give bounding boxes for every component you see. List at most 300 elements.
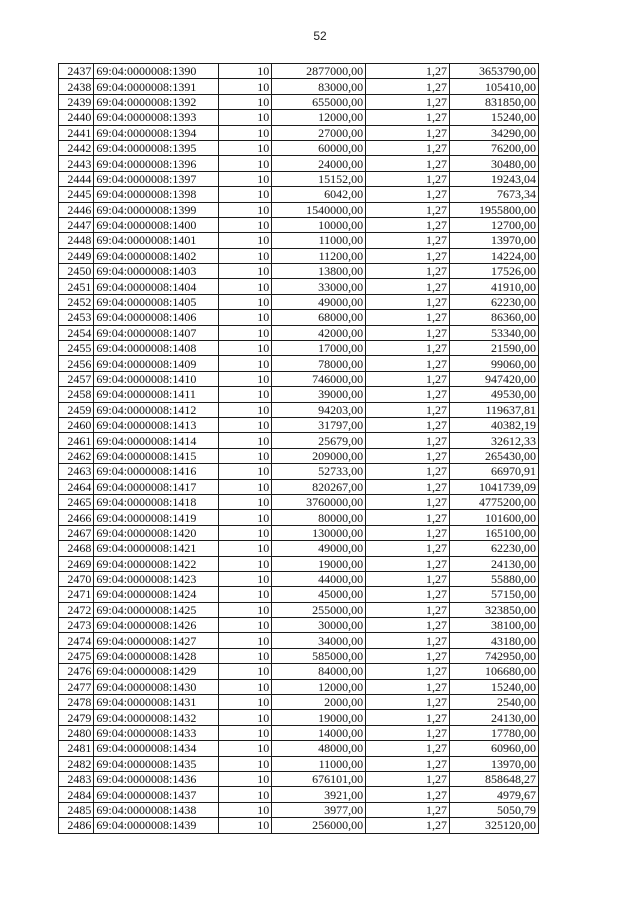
coefficient-cell: 1,27 (366, 402, 450, 417)
cadastral-value-cell: 49000,00 (272, 541, 366, 556)
cadastral-value-cell: 27000,00 (272, 125, 366, 140)
result-value-cell: 831850,00 (450, 94, 539, 109)
cadastral-number-cell: 69:04:0000008:1405 (94, 294, 218, 309)
result-value-cell: 17526,00 (450, 264, 539, 279)
cadastral-value-cell: 585000,00 (272, 648, 366, 663)
result-value-cell: 62230,00 (450, 294, 539, 309)
cadastral-number-cell: 69:04:0000008:1415 (94, 448, 218, 463)
result-value-cell: 60960,00 (450, 741, 539, 756)
coefficient-cell: 1,27 (366, 140, 450, 155)
row-number-cell: 2472 (59, 602, 94, 617)
cadastral-number-cell: 69:04:0000008:1399 (94, 202, 218, 217)
cadastral-number-cell: 69:04:0000008:1419 (94, 510, 218, 525)
cadastral-number-cell: 69:04:0000008:1411 (94, 387, 218, 402)
table-row (59, 325, 539, 340)
result-value-cell: 105410,00 (450, 79, 539, 94)
row-number-cell: 2479 (59, 710, 94, 725)
table-row (59, 695, 539, 710)
cadastral-number-cell: 69:04:0000008:1397 (94, 171, 218, 186)
cadastral-value-cell: 3977,00 (272, 802, 366, 817)
row-number-cell: 2486 (59, 818, 94, 833)
row-number-cell: 2448 (59, 233, 94, 248)
coefficient-cell: 1,27 (366, 356, 450, 371)
table-row (59, 202, 539, 217)
table-row (59, 94, 539, 109)
result-value-cell: 24130,00 (450, 710, 539, 725)
cadastral-number-cell: 69:04:0000008:1418 (94, 494, 218, 509)
cadastral-value-cell: 39000,00 (272, 387, 366, 402)
coefficient-cell: 1,27 (366, 818, 450, 833)
cadastral-number-cell: 69:04:0000008:1436 (94, 771, 218, 786)
row-number-cell: 2482 (59, 756, 94, 771)
coefficient-cell: 1,27 (366, 64, 450, 79)
rate-cell: 10 (218, 725, 272, 740)
row-number-cell: 2469 (59, 556, 94, 571)
cadastral-value-cell: 130000,00 (272, 525, 366, 540)
coefficient-cell: 1,27 (366, 771, 450, 786)
table-row (59, 341, 539, 356)
cadastral-number-cell: 69:04:0000008:1431 (94, 695, 218, 710)
cadastral-value-cell: 68000,00 (272, 310, 366, 325)
table-row (59, 710, 539, 725)
coefficient-cell: 1,27 (366, 633, 450, 648)
result-value-cell: 49530,00 (450, 387, 539, 402)
cadastral-value-cell: 42000,00 (272, 325, 366, 340)
row-number-cell: 2447 (59, 217, 94, 232)
result-value-cell: 38100,00 (450, 618, 539, 633)
cadastral-number-cell: 69:04:0000008:1438 (94, 802, 218, 817)
result-value-cell: 43180,00 (450, 633, 539, 648)
row-number-cell: 2467 (59, 525, 94, 540)
result-value-cell: 76200,00 (450, 140, 539, 155)
result-value-cell: 2540,00 (450, 695, 539, 710)
result-value-cell: 165100,00 (450, 525, 539, 540)
cadastral-number-cell: 69:04:0000008:1406 (94, 310, 218, 325)
table-row (59, 802, 539, 817)
cadastral-number-cell: 69:04:0000008:1421 (94, 541, 218, 556)
rate-cell: 10 (218, 140, 272, 155)
result-value-cell: 53340,00 (450, 325, 539, 340)
table-row (59, 602, 539, 617)
row-number-cell: 2484 (59, 787, 94, 802)
table-row (59, 556, 539, 571)
result-value-cell: 19243,04 (450, 171, 539, 186)
rate-cell: 10 (218, 818, 272, 833)
coefficient-cell: 1,27 (366, 171, 450, 186)
rate-cell: 10 (218, 402, 272, 417)
coefficient-cell: 1,27 (366, 618, 450, 633)
result-value-cell: 15240,00 (450, 679, 539, 694)
rate-cell: 10 (218, 64, 272, 79)
rate-cell: 10 (218, 433, 272, 448)
table-row (59, 217, 539, 232)
rate-cell: 10 (218, 417, 272, 432)
cadastral-value-cell: 15152,00 (272, 171, 366, 186)
cadastral-value-cell: 24000,00 (272, 156, 366, 171)
rate-cell: 10 (218, 264, 272, 279)
table-row (59, 279, 539, 294)
cadastral-value-cell: 19000,00 (272, 556, 366, 571)
cadastral-number-cell: 69:04:0000008:1433 (94, 725, 218, 740)
table-row (59, 541, 539, 556)
rate-cell: 10 (218, 802, 272, 817)
result-value-cell: 55880,00 (450, 571, 539, 586)
row-number-cell: 2457 (59, 371, 94, 386)
coefficient-cell: 1,27 (366, 710, 450, 725)
table-row (59, 125, 539, 140)
coefficient-cell: 1,27 (366, 202, 450, 217)
cadastral-value-cell: 1540000,00 (272, 202, 366, 217)
cadastral-number-cell: 69:04:0000008:1408 (94, 341, 218, 356)
result-value-cell: 30480,00 (450, 156, 539, 171)
table-row (59, 818, 539, 833)
cadastral-number-cell: 69:04:0000008:1420 (94, 525, 218, 540)
cadastral-number-cell: 69:04:0000008:1407 (94, 325, 218, 340)
cadastral-number-cell: 69:04:0000008:1417 (94, 479, 218, 494)
coefficient-cell: 1,27 (366, 325, 450, 340)
table-row (59, 233, 539, 248)
coefficient-cell: 1,27 (366, 602, 450, 617)
coefficient-cell: 1,27 (366, 802, 450, 817)
cadastral-number-cell: 69:04:0000008:1390 (94, 64, 218, 79)
table-row (59, 79, 539, 94)
row-number-cell: 2476 (59, 664, 94, 679)
coefficient-cell: 1,27 (366, 264, 450, 279)
cadastral-value-cell: 45000,00 (272, 587, 366, 602)
result-value-cell: 742950,00 (450, 648, 539, 663)
row-number-cell: 2481 (59, 741, 94, 756)
coefficient-cell: 1,27 (366, 525, 450, 540)
rate-cell: 10 (218, 310, 272, 325)
coefficient-cell: 1,27 (366, 541, 450, 556)
row-number-cell: 2451 (59, 279, 94, 294)
rate-cell: 10 (218, 94, 272, 109)
rate-cell: 10 (218, 664, 272, 679)
rate-cell: 10 (218, 279, 272, 294)
cadastral-value-cell: 52733,00 (272, 464, 366, 479)
rate-cell: 10 (218, 771, 272, 786)
cadastral-value-cell: 11200,00 (272, 248, 366, 263)
row-number-cell: 2460 (59, 417, 94, 432)
row-number-cell: 2446 (59, 202, 94, 217)
cadastral-number-cell: 69:04:0000008:1427 (94, 633, 218, 648)
cadastral-number-cell: 69:04:0000008:1392 (94, 94, 218, 109)
rate-cell: 10 (218, 233, 272, 248)
table-row (59, 756, 539, 771)
table-row (59, 587, 539, 602)
result-value-cell: 41910,00 (450, 279, 539, 294)
cadastral-number-cell: 69:04:0000008:1400 (94, 217, 218, 232)
result-value-cell: 323850,00 (450, 602, 539, 617)
table-row (59, 771, 539, 786)
row-number-cell: 2485 (59, 802, 94, 817)
row-number-cell: 2458 (59, 387, 94, 402)
table-row (59, 787, 539, 802)
rate-cell: 10 (218, 787, 272, 802)
row-number-cell: 2438 (59, 79, 94, 94)
coefficient-cell: 1,27 (366, 448, 450, 463)
cadastral-value-cell: 676101,00 (272, 771, 366, 786)
row-number-cell: 2470 (59, 571, 94, 586)
cadastral-number-cell: 69:04:0000008:1422 (94, 556, 218, 571)
table-row (59, 448, 539, 463)
cadastral-number-cell: 69:04:0000008:1395 (94, 140, 218, 155)
cadastral-value-cell: 10000,00 (272, 217, 366, 232)
result-value-cell: 4775200,00 (450, 494, 539, 509)
rate-cell: 10 (218, 741, 272, 756)
coefficient-cell: 1,27 (366, 233, 450, 248)
row-number-cell: 2449 (59, 248, 94, 263)
result-value-cell: 858648,27 (450, 771, 539, 786)
cadastral-number-cell: 69:04:0000008:1424 (94, 587, 218, 602)
coefficient-cell: 1,27 (366, 464, 450, 479)
rate-cell: 10 (218, 479, 272, 494)
cadastral-value-cell: 255000,00 (272, 602, 366, 617)
row-number-cell: 2468 (59, 541, 94, 556)
rate-cell: 10 (218, 710, 272, 725)
row-number-cell: 2475 (59, 648, 94, 663)
row-number-cell: 2443 (59, 156, 94, 171)
cadastral-value-cell: 94203,00 (272, 402, 366, 417)
table-row (59, 618, 539, 633)
cadastral-value-cell: 12000,00 (272, 110, 366, 125)
row-number-cell: 2463 (59, 464, 94, 479)
cadastral-value-cell: 2877000,00 (272, 64, 366, 79)
cadastral-number-cell: 69:04:0000008:1410 (94, 371, 218, 386)
result-value-cell: 14224,00 (450, 248, 539, 263)
table-row (59, 248, 539, 263)
result-value-cell: 86360,00 (450, 310, 539, 325)
coefficient-cell: 1,27 (366, 787, 450, 802)
cadastral-value-cell: 49000,00 (272, 294, 366, 309)
cadastral-value-cell: 84000,00 (272, 664, 366, 679)
cadastral-value-cell: 655000,00 (272, 94, 366, 109)
cadastral-number-cell: 69:04:0000008:1434 (94, 741, 218, 756)
table-row (59, 679, 539, 694)
coefficient-cell: 1,27 (366, 679, 450, 694)
rate-cell: 10 (218, 294, 272, 309)
cadastral-value-cell: 14000,00 (272, 725, 366, 740)
cadastral-value-cell: 34000,00 (272, 633, 366, 648)
cadastral-number-cell: 69:04:0000008:1402 (94, 248, 218, 263)
row-number-cell: 2464 (59, 479, 94, 494)
cadastral-value-cell: 3760000,00 (272, 494, 366, 509)
cadastral-value-cell: 25679,00 (272, 433, 366, 448)
table-row (59, 110, 539, 125)
rate-cell: 10 (218, 79, 272, 94)
coefficient-cell: 1,27 (366, 664, 450, 679)
cadastral-value-cell: 256000,00 (272, 818, 366, 833)
cadastral-number-cell: 69:04:0000008:1391 (94, 79, 218, 94)
cadastral-value-cell: 80000,00 (272, 510, 366, 525)
table-row (59, 664, 539, 679)
cadastral-value-cell: 6042,00 (272, 187, 366, 202)
result-value-cell: 62230,00 (450, 541, 539, 556)
cadastral-value-cell: 2000,00 (272, 695, 366, 710)
cadastral-number-cell: 69:04:0000008:1423 (94, 571, 218, 586)
result-value-cell: 99060,00 (450, 356, 539, 371)
row-number-cell: 2454 (59, 325, 94, 340)
coefficient-cell: 1,27 (366, 371, 450, 386)
rate-cell: 10 (218, 541, 272, 556)
rate-cell: 10 (218, 156, 272, 171)
rate-cell: 10 (218, 125, 272, 140)
cadastral-number-cell: 69:04:0000008:1401 (94, 233, 218, 248)
cadastral-value-cell: 3921,00 (272, 787, 366, 802)
table-body (59, 64, 539, 834)
rate-cell: 10 (218, 587, 272, 602)
rate-cell: 10 (218, 695, 272, 710)
cadastral-number-cell: 69:04:0000008:1396 (94, 156, 218, 171)
cadastral-value-cell: 746000,00 (272, 371, 366, 386)
table-row (59, 571, 539, 586)
coefficient-cell: 1,27 (366, 494, 450, 509)
row-number-cell: 2478 (59, 695, 94, 710)
result-value-cell: 1955800,00 (450, 202, 539, 217)
page-number: 52 (313, 29, 327, 43)
table-row (59, 156, 539, 171)
cadastral-value-cell: 11000,00 (272, 233, 366, 248)
rate-cell: 10 (218, 633, 272, 648)
result-value-cell: 7673,34 (450, 187, 539, 202)
coefficient-cell: 1,27 (366, 187, 450, 202)
row-number-cell: 2455 (59, 341, 94, 356)
cadastral-value-cell: 31797,00 (272, 417, 366, 432)
row-number-cell: 2461 (59, 433, 94, 448)
cadastral-value-cell: 13800,00 (272, 264, 366, 279)
coefficient-cell: 1,27 (366, 294, 450, 309)
rate-cell: 10 (218, 756, 272, 771)
table-row (59, 725, 539, 740)
coefficient-cell: 1,27 (366, 510, 450, 525)
table-row (59, 464, 539, 479)
result-value-cell: 1041739,09 (450, 479, 539, 494)
table-row (59, 310, 539, 325)
cadastral-value-cell: 820267,00 (272, 479, 366, 494)
cadastral-value-cell: 78000,00 (272, 356, 366, 371)
row-number-cell: 2450 (59, 264, 94, 279)
coefficient-cell: 1,27 (366, 110, 450, 125)
cadastral-number-cell: 69:04:0000008:1413 (94, 417, 218, 432)
coefficient-cell: 1,27 (366, 741, 450, 756)
cadastral-number-cell: 69:04:0000008:1437 (94, 787, 218, 802)
table-row (59, 140, 539, 155)
coefficient-cell: 1,27 (366, 587, 450, 602)
result-value-cell: 12700,00 (450, 217, 539, 232)
rate-cell: 10 (218, 679, 272, 694)
rate-cell: 10 (218, 648, 272, 663)
table-row (59, 633, 539, 648)
result-value-cell: 40382,19 (450, 417, 539, 432)
coefficient-cell: 1,27 (366, 756, 450, 771)
coefficient-cell: 1,27 (366, 341, 450, 356)
coefficient-cell: 1,27 (366, 79, 450, 94)
cadastral-number-cell: 69:04:0000008:1393 (94, 110, 218, 125)
coefficient-cell: 1,27 (366, 279, 450, 294)
row-number-cell: 2440 (59, 110, 94, 125)
coefficient-cell: 1,27 (366, 248, 450, 263)
row-number-cell: 2480 (59, 725, 94, 740)
cadastral-number-cell: 69:04:0000008:1398 (94, 187, 218, 202)
table-row (59, 648, 539, 663)
table-row (59, 264, 539, 279)
cadastral-number-cell: 69:04:0000008:1412 (94, 402, 218, 417)
rate-cell: 10 (218, 556, 272, 571)
row-number-cell: 2441 (59, 125, 94, 140)
coefficient-cell: 1,27 (366, 479, 450, 494)
row-number-cell: 2473 (59, 618, 94, 633)
rate-cell: 10 (218, 248, 272, 263)
result-value-cell: 4979,67 (450, 787, 539, 802)
cadastral-number-cell: 69:04:0000008:1426 (94, 618, 218, 633)
result-value-cell: 5050,79 (450, 802, 539, 817)
cadastral-value-cell: 48000,00 (272, 741, 366, 756)
rate-cell: 10 (218, 325, 272, 340)
result-value-cell: 947420,00 (450, 371, 539, 386)
cadastral-value-cell: 60000,00 (272, 140, 366, 155)
cadastral-number-cell: 69:04:0000008:1432 (94, 710, 218, 725)
table-row (59, 371, 539, 386)
result-value-cell: 15240,00 (450, 110, 539, 125)
table-row (59, 510, 539, 525)
result-value-cell: 119637,81 (450, 402, 539, 417)
table-row (59, 294, 539, 309)
table-row (59, 402, 539, 417)
table-row (59, 64, 539, 79)
coefficient-cell: 1,27 (366, 387, 450, 402)
cadastral-number-cell: 69:04:0000008:1394 (94, 125, 218, 140)
cadastral-value-cell: 209000,00 (272, 448, 366, 463)
row-number-cell: 2459 (59, 402, 94, 417)
row-number-cell: 2452 (59, 294, 94, 309)
row-number-cell: 2474 (59, 633, 94, 648)
result-value-cell: 106680,00 (450, 664, 539, 679)
result-value-cell: 32612,33 (450, 433, 539, 448)
coefficient-cell: 1,27 (366, 556, 450, 571)
table-row (59, 494, 539, 509)
rate-cell: 10 (218, 571, 272, 586)
cadastral-number-cell: 69:04:0000008:1404 (94, 279, 218, 294)
cadastral-value-cell: 19000,00 (272, 710, 366, 725)
rate-cell: 10 (218, 602, 272, 617)
cadastral-number-cell: 69:04:0000008:1435 (94, 756, 218, 771)
rate-cell: 10 (218, 494, 272, 509)
cadastral-number-cell: 69:04:0000008:1403 (94, 264, 218, 279)
rate-cell: 10 (218, 464, 272, 479)
cadastral-value-cell: 12000,00 (272, 679, 366, 694)
coefficient-cell: 1,27 (366, 94, 450, 109)
row-number-cell: 2444 (59, 171, 94, 186)
rate-cell: 10 (218, 356, 272, 371)
rate-cell: 10 (218, 217, 272, 232)
coefficient-cell: 1,27 (366, 217, 450, 232)
cadastral-number-cell: 69:04:0000008:1428 (94, 648, 218, 663)
cadastral-number-cell: 69:04:0000008:1430 (94, 679, 218, 694)
cadastral-number-cell: 69:04:0000008:1425 (94, 602, 218, 617)
table-row (59, 741, 539, 756)
row-number-cell: 2453 (59, 310, 94, 325)
cadastral-value-cell: 33000,00 (272, 279, 366, 294)
table-row (59, 433, 539, 448)
result-value-cell: 57150,00 (450, 587, 539, 602)
row-number-cell: 2445 (59, 187, 94, 202)
result-value-cell: 265430,00 (450, 448, 539, 463)
cadastral-value-cell: 44000,00 (272, 571, 366, 586)
result-value-cell: 13970,00 (450, 233, 539, 248)
result-value-cell: 325120,00 (450, 818, 539, 833)
rate-cell: 10 (218, 202, 272, 217)
rate-cell: 10 (218, 171, 272, 186)
